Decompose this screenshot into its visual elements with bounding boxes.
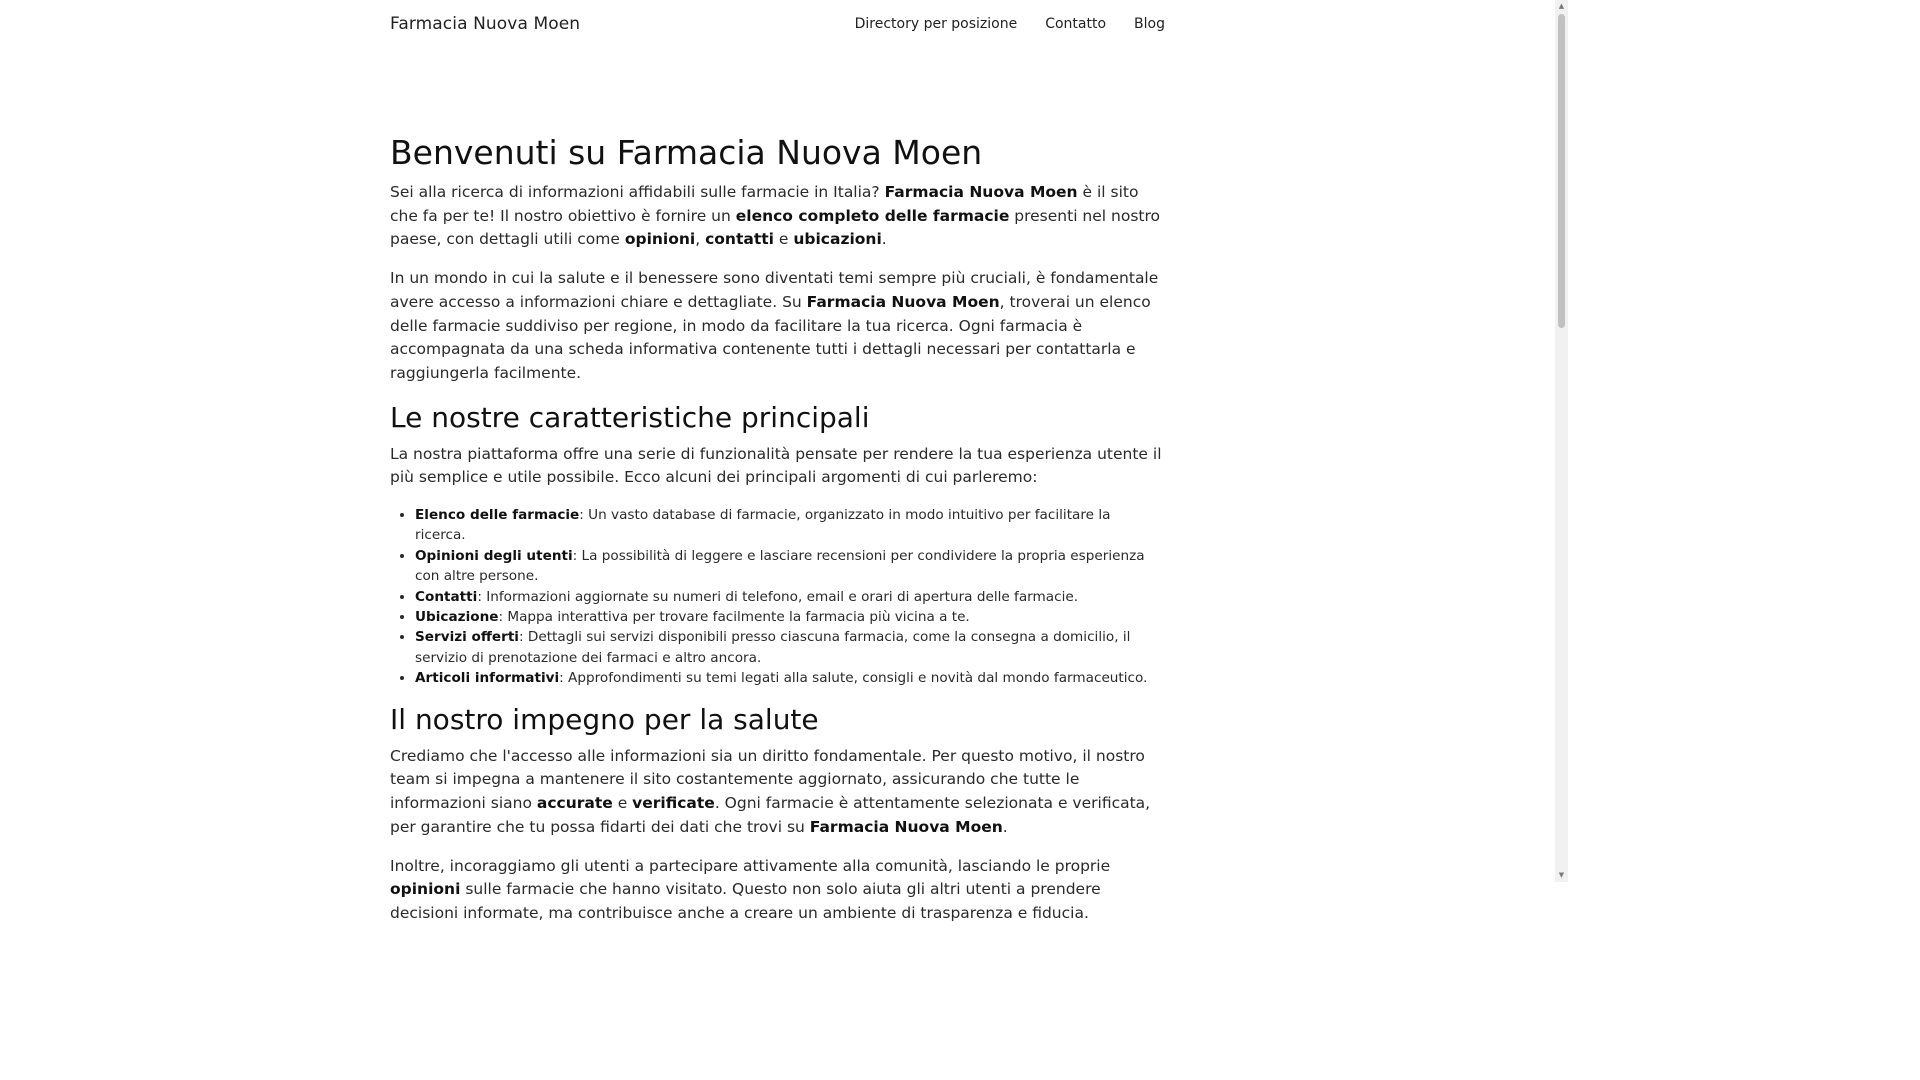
list-item — [415, 587, 1165, 607]
list-item-title: Ubicazione — [415, 609, 499, 626]
health-paragraph — [390, 267, 1165, 386]
text: In un mondo in cui la salute e il benessere sono diventati temi sempre più cruciali, è fondamentale avere accesso a informazioni chiare e dettagliate. Su — [390, 269, 1159, 311]
main-content — [390, 48, 1165, 926]
nav-link-contatto[interactable]: Contatto — [1045, 16, 1107, 32]
arrow-down-icon[interactable]: ▼ — [1558, 871, 1565, 879]
text: Crediamo che l'accesso alle informazioni sia un diritto fondamentale. Per questo motivo, il nostro team si impegna a mantenere il sito costantemente aggiornato, assicurando che tutte le informazioni siano — [390, 746, 1145, 813]
list-item — [415, 505, 1165, 546]
text: , — [695, 230, 706, 249]
bold-text: verificate — [632, 794, 715, 813]
text: . — [881, 230, 887, 249]
arrow-up-icon[interactable]: ▲ — [1558, 2, 1565, 10]
list-item-title: Elenco delle farmacie — [415, 507, 580, 524]
bold-text: contatti — [705, 230, 774, 249]
content-container — [390, 0, 1165, 926]
list-item-text: : Approfondimenti su temi legati alla salute, consigli e novità dal mondo farmaceutico. — [559, 670, 1148, 687]
features-list — [390, 505, 1165, 689]
text: Sei alla ricerca di informazioni affidabili sulle farmacie in Italia? — [390, 183, 885, 201]
bold-text: accurate — [536, 794, 613, 813]
site-title-link[interactable]: Farmacia Nuova Moen — [390, 14, 581, 34]
vertical-scrollbar[interactable] — [1555, 0, 1568, 882]
commitment-heading: Il nostro impegno per la salute — [390, 702, 819, 736]
text: sulle farmacie che hanno visitato. Questo non solo aiuta gli altri utenti a prendere decisioni informate, ma contribuisce anche a creare un ambiente di trasparenza e fiducia. — [390, 880, 1101, 922]
list-item — [415, 668, 1165, 688]
bold-text: Farmacia Nuova Moen — [884, 183, 1078, 201]
bold-text: Farmacia Nuova Moen — [809, 817, 1003, 836]
features-heading: Le nostre caratteristiche principali — [390, 400, 870, 434]
bold-text: ubicazioni — [793, 230, 882, 249]
scrollbar-thumb[interactable] — [1558, 14, 1565, 328]
text: e — [612, 794, 633, 813]
list-item-text: : Mappa interattiva per trovare facilmente la farmacia più vicina a te. — [498, 609, 970, 626]
bold-text: opinioni — [624, 230, 696, 249]
main-nav — [855, 16, 1165, 32]
features-intro: La nostra piattaforma offre una serie di funzionalità pensate per rendere la tua esperienza utente il più semplice e utile possibile. Ecco alcuni dei principali argomenti di cui parleremo: — [390, 444, 1162, 487]
list-item — [415, 546, 1165, 587]
list-item-title: Opinioni degli utenti — [415, 547, 573, 564]
bold-text: opinioni — [390, 880, 461, 899]
text: , troverai un elenco delle farmacie suddiviso per regione, in modo da facilitare la tua ricerca. Ogni farmacia è accompagnata da una scheda informativa contenente tutti i dettagli necessari per contattarla e raggiungerla facilmente. — [390, 292, 1151, 382]
list-item — [415, 627, 1165, 668]
list-item-title: Articoli informativi — [415, 670, 560, 687]
nav-link-blog[interactable]: Blog — [1134, 16, 1165, 32]
site-header — [390, 0, 1165, 48]
text: Inoltre, incoraggiamo gli utenti a partecipare attivamente alla comunità, lasciando le proprie — [390, 856, 1111, 875]
list-item-text: : Dettagli sui servizi disponibili presso ciascuna farmacia, come la consegna a domicilio, il servizio di prenotazione dei farmaci e altro ancora. — [415, 629, 1131, 666]
commitment-paragraph — [390, 745, 1165, 840]
text: e — [773, 230, 794, 249]
list-item-title: Contatti — [415, 588, 478, 605]
text: è il sito che fa per te! Il nostro obiettivo è fornire un — [390, 183, 1139, 225]
bold-text: Farmacia Nuova Moen — [806, 292, 1000, 311]
nav-link-directory[interactable]: Directory per posizione — [854, 16, 1018, 32]
list-item-title: Servizi offerti — [415, 629, 519, 646]
community-paragraph — [390, 855, 1165, 926]
text: . — [1002, 817, 1008, 836]
list-item-text: : Informazioni aggiornate su numeri di telefono, email e orari di apertura delle farmacie. — [477, 588, 1079, 605]
page-title: Benvenuti su Farmacia Nuova Moen — [390, 133, 983, 172]
list-item — [415, 607, 1165, 627]
list-item-text: : Un vasto database di farmacie, organizzato in modo intuitivo per facilitare la ricerca. — [415, 507, 1111, 544]
text: presenti nel nostro paese, con dettagli utili come — [390, 206, 1160, 249]
intro-paragraph — [390, 181, 1165, 252]
text: . Ogni farmacie è attentamente selezionata e verificata, per garantire che tu possa fidarti dei dati che trovi su — [390, 794, 1151, 836]
list-item-text: : La possibilità di leggere e lasciare recensioni per condividere la propria esperienza con altre persone. — [415, 547, 1145, 585]
bold-text: elenco completo delle farmacie — [735, 206, 1010, 225]
